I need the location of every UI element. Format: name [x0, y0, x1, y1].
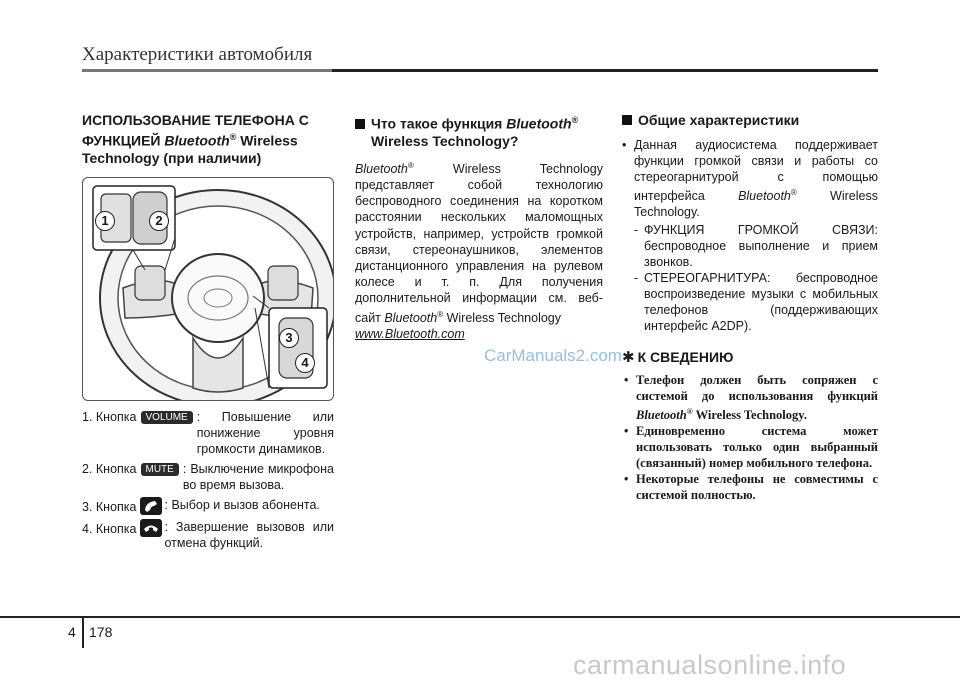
- list-item: 2. Кнопка MUTE : Выключение микрофона во время вызова.: [82, 461, 334, 492]
- callout-3: 3: [279, 328, 299, 348]
- info-list: [622, 372, 878, 503]
- button-description-list: [82, 409, 334, 551]
- callout-1: 1: [95, 211, 115, 231]
- footer-rule: [0, 616, 960, 618]
- chapter-number: 4: [68, 624, 76, 640]
- section-title-general: Общие характеристики: [622, 112, 878, 129]
- bluetooth-website-link[interactable]: www.Bluetooth.com: [355, 327, 465, 341]
- section-title-phone-usage: ИСПОЛЬЗОВАНИЕ ТЕЛЕФОНА С ФУНКЦИЕЙ Bluetooth® Wireless Technology (при наличии): [82, 112, 309, 166]
- list-item: • Телефон должен быть сопряжен с системой до использования функций Bluetooth® Wireless Technology.: [622, 372, 878, 423]
- column-phone-usage: [82, 112, 334, 555]
- features-list: [622, 137, 878, 334]
- square-bullet-icon: [622, 115, 632, 125]
- watermark-carmanuals2: CarManuals2.com: [484, 346, 622, 365]
- call-icon: [140, 497, 162, 515]
- header-rule: [82, 69, 878, 72]
- page-number: 178: [89, 624, 113, 640]
- end-call-icon: [140, 519, 162, 537]
- star-icon: ✱: [622, 349, 635, 367]
- list-item: - ФУНКЦИЯ ГРОМКОЙ СВЯЗИ: беспроводное выполнение и прием звонков.: [634, 222, 878, 270]
- column-what-is-bluetooth: [355, 112, 603, 342]
- list-item: • Некоторые телефоны не совместимы с системой полностью.: [622, 471, 878, 503]
- list-item: 1. Кнопка VOLUME : Повышение или понижение уровня громкости динамиков.: [82, 409, 334, 456]
- list-item: 3. Кнопка : Выбор и вызов абонента.: [82, 497, 320, 514]
- callout-2: 2: [149, 211, 169, 231]
- list-item: • Единовременно система может использовать только один выбранный (связанный) номер мобильного телефона.: [622, 423, 878, 471]
- bluetooth-description: Bluetooth® Wireless Technology представляет собой технологию беспроводного соединения на коротком расстоянии нескольких маломощных устройств, например, устройств громкой связи, стереонаушников, элементов дистанционного управления на рулевом колесе и т. п. Для получения дополнительной информации см. веб-сайт Bluetooth® Wireless Technology www.Bluetooth.com: [355, 160, 603, 341]
- mute-badge: MUTE: [141, 463, 179, 476]
- footer-tick: [82, 616, 84, 648]
- info-section-title: ✱ К СВЕДЕНИЮ: [622, 349, 734, 367]
- square-bullet-icon: [355, 119, 365, 129]
- watermark-carmanualsonline: carmanualsonline.info: [573, 650, 847, 680]
- list-item: 4. Кнопка : Завершение вызовов или отмена функций.: [82, 519, 334, 550]
- column-general-features: [622, 112, 878, 503]
- steering-wheel-illustration: [82, 177, 334, 401]
- page-header-title: Характеристики автомобиля: [82, 44, 313, 65]
- callout-4: 4: [295, 353, 315, 373]
- list-item: - СТЕРЕОГАРНИТУРА: беспроводное воспроизведение музыки с мобильных телефонов (поддерживающих интерфейс A2DP).: [634, 270, 878, 334]
- section-title-what-is: Что такое функция Bluetooth® Wireless Technology?: [355, 112, 603, 150]
- volume-badge: VOLUME: [141, 411, 193, 424]
- list-item: • Данная аудиосистема поддерживает функции громкой связи и работы со стереогарнитурой с помощью интерфейса Bluetooth® Wireless Technology. - ФУНКЦИЯ ГРОМКОЙ СВЯЗИ: беспроводное выполнение и прием звонков. - СТЕРЕОГАРНИТУРА: беспроводное воспроизведение музыки с мобильных телефонов (поддерживающих интерфейс A2DP).: [622, 137, 878, 334]
